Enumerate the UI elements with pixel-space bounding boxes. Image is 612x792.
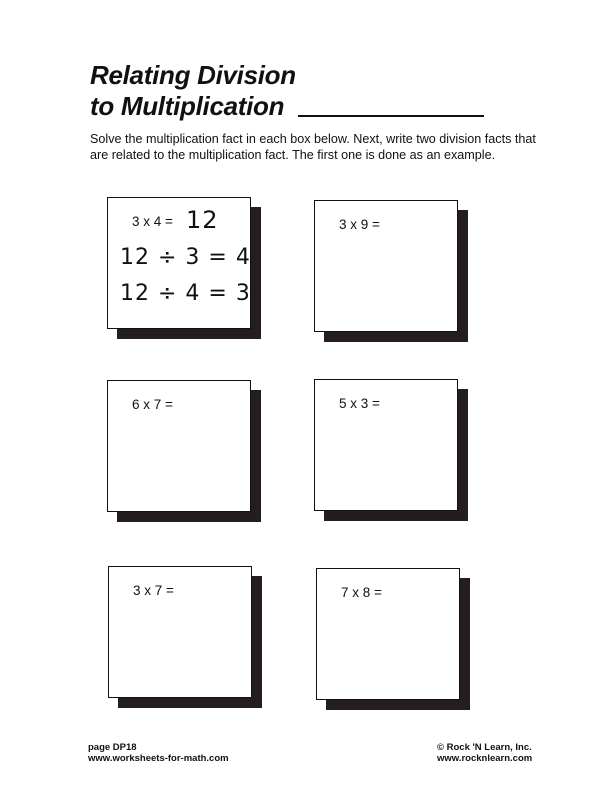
multiplication-fact: 3 x 9 =	[339, 217, 380, 232]
problem-box-6	[316, 568, 460, 700]
answer-area[interactable]	[107, 197, 251, 329]
handwritten-division-1: 12 ÷ 3 = 4	[120, 245, 251, 270]
footer-right	[437, 742, 532, 764]
answer-area[interactable]	[314, 379, 458, 511]
title-line-1: Relating Division	[90, 60, 296, 90]
handwritten-product: 12	[186, 206, 219, 234]
multiplication-fact: 6 x 7 =	[132, 397, 173, 412]
problem-box-1	[107, 197, 251, 329]
handwritten-division-2: 12 ÷ 4 = 3	[120, 281, 251, 306]
instructions-text: Solve the multiplication fact in each box below. Next, write two division facts that are related to the multiplication fact. The first one is done as an example.	[90, 132, 536, 162]
answer-area[interactable]	[314, 200, 458, 332]
answer-area[interactable]	[108, 566, 252, 698]
page-number: page DP18	[88, 742, 137, 753]
multiplication-fact: 3 x 4 =	[132, 214, 173, 229]
title-line-2: to Multiplication	[90, 91, 285, 121]
copyright-notice: © Rock 'N Learn, Inc.	[437, 742, 532, 753]
worksheet-title	[90, 60, 296, 122]
problem-box-2	[314, 200, 458, 332]
problem-box-3	[107, 380, 251, 512]
answer-area[interactable]	[107, 380, 251, 512]
name-answer-line	[298, 115, 484, 117]
multiplication-fact: 3 x 7 =	[133, 583, 174, 598]
footer-website-right: www.rocknlearn.com	[437, 753, 533, 764]
footer-website-left: www.worksheets-for-math.com	[88, 753, 229, 764]
footer-left	[88, 742, 229, 764]
problem-box-4	[314, 379, 458, 511]
problem-box-5	[108, 566, 252, 698]
multiplication-fact: 7 x 8 =	[341, 585, 382, 600]
multiplication-fact: 5 x 3 =	[339, 396, 380, 411]
answer-area[interactable]	[316, 568, 460, 700]
